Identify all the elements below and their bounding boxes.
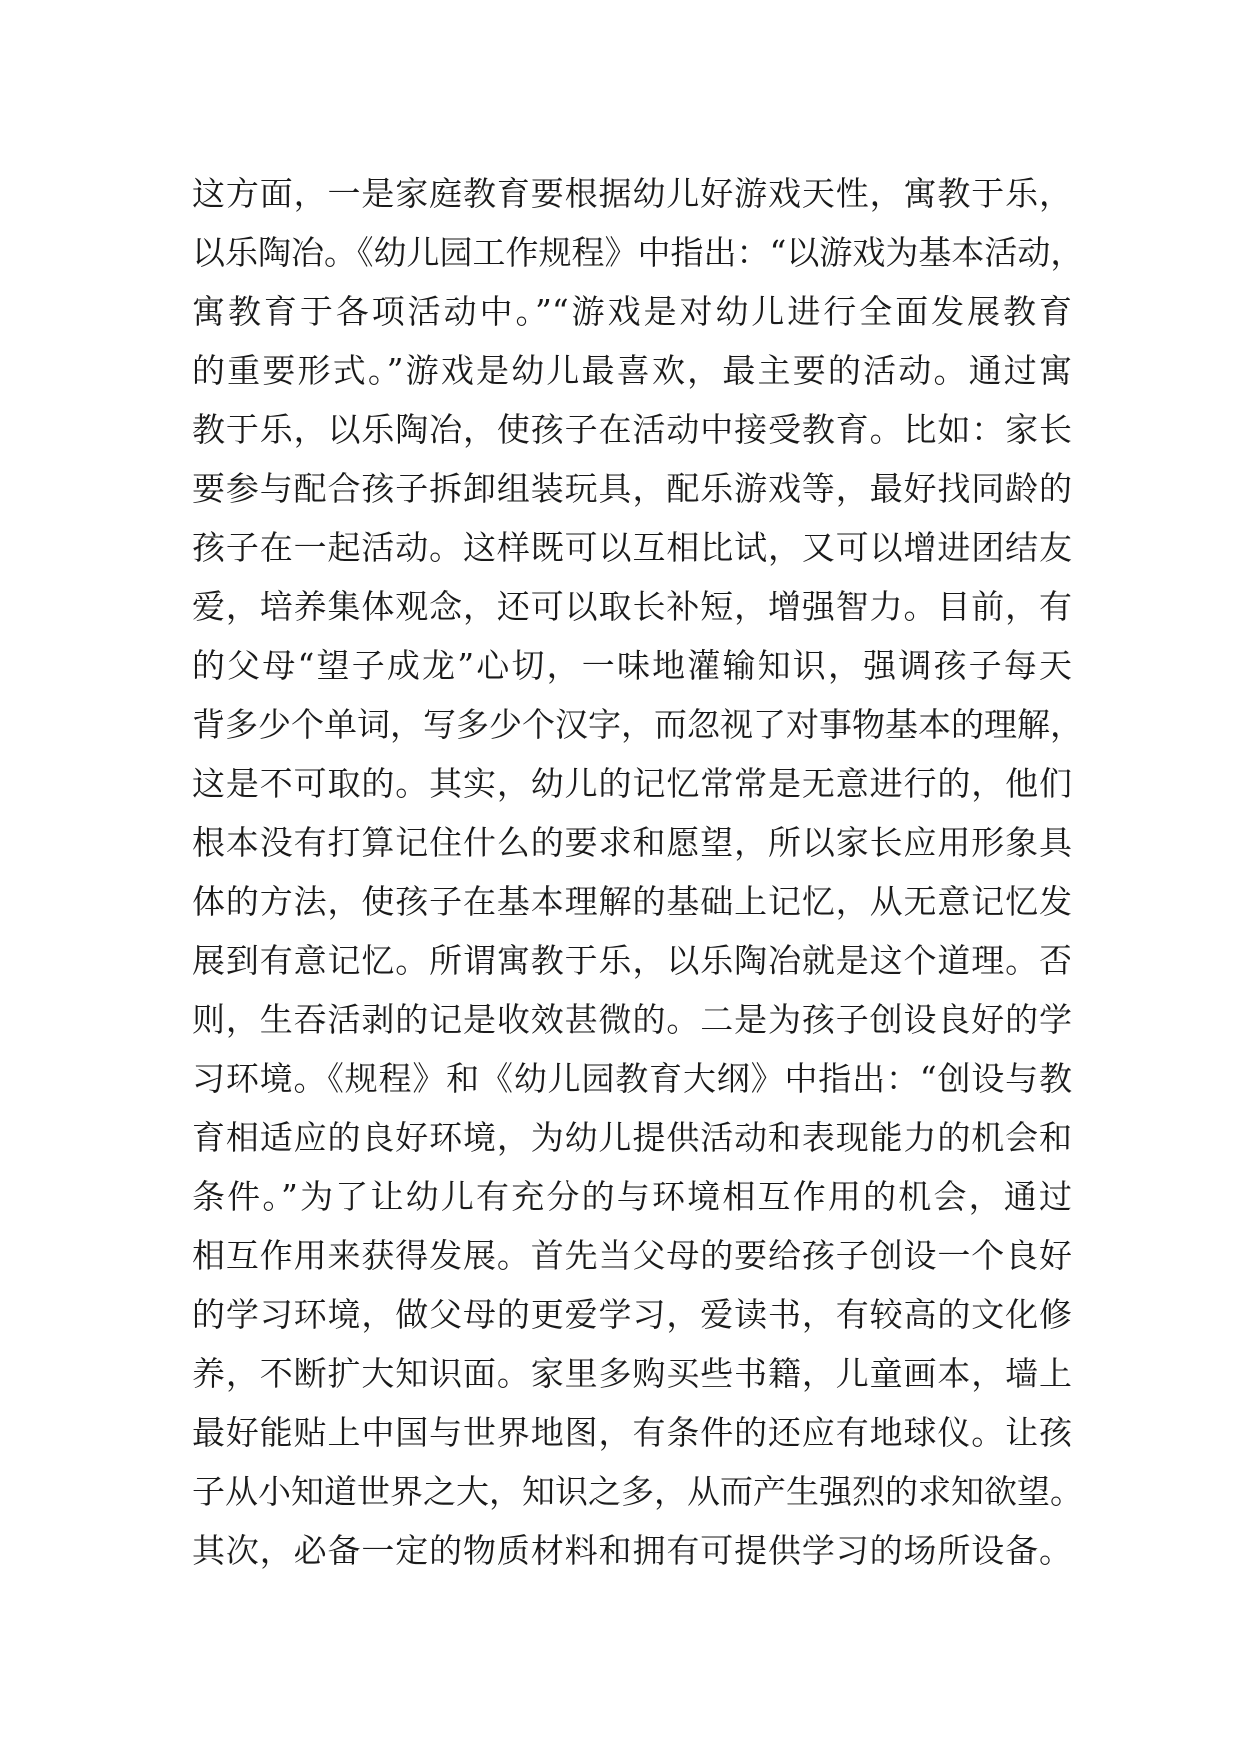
text-line: 展到有意记忆。所谓寓教于乐，以乐陶冶就是这个道理。否	[192, 941, 1072, 980]
text-line: 相互作用来获得发展。首先当父母的要给孩子创设一个良好	[192, 1236, 1072, 1275]
text-line: 条件。”为了让幼儿有充分的与环境相互作用的机会，通过	[192, 1177, 1072, 1216]
text-line: 则，生吞活剥的记是收效甚微的。二是为孩子创设良好的学	[192, 1000, 1072, 1039]
text-line: 背多少个单词，写多少个汉字，而忽视了对事物基本的理解，	[192, 705, 1083, 744]
text-line: 爱，培养集体观念，还可以取长补短，增强智力。目前，有	[192, 587, 1072, 626]
text-line: 这是不可取的。其实，幼儿的记忆常常是无意进行的，他们	[192, 764, 1072, 803]
text-line: 的学习环境，做父母的更爱学习，爱读书，有较高的文化修	[192, 1295, 1072, 1334]
text-line: 这方面，一是家庭教育要根据幼儿好游戏天性，寓教于乐，	[192, 174, 1072, 213]
text-line: 寓教育于各项活动中。”“游戏是对幼儿进行全面发展教育	[192, 292, 1072, 331]
text-line: 最好能贴上中国与世界地图，有条件的还应有地球仪。让孩	[192, 1413, 1072, 1452]
text-line: 其次，必备一定的物质材料和拥有可提供学习的场所设备。	[192, 1531, 1072, 1570]
text-line: 的父母“望子成龙”心切，一味地灌输知识，强调孩子每天	[192, 646, 1072, 685]
text-line: 教于乐，以乐陶冶，使孩子在活动中接受教育。比如：家长	[192, 410, 1072, 449]
text-line: 习环境。《规程》和《幼儿园教育大纲》中指出：“创设与教	[192, 1059, 1072, 1098]
text-line: 孩子在一起活动。这样既可以互相比试，又可以增进团结友	[192, 528, 1072, 567]
text-line: 子从小知道世界之大，知识之多，从而产生强烈的求知欲望。	[192, 1472, 1083, 1511]
text-line: 的重要形式。”游戏是幼儿最喜欢，最主要的活动。通过寓	[192, 351, 1072, 390]
text-line: 根本没有打算记住什么的要求和愿望，所以家长应用形象具	[192, 823, 1072, 862]
text-line: 要参与配合孩子拆卸组装玩具，配乐游戏等，最好找同龄的	[192, 469, 1072, 508]
text-line: 体的方法，使孩子在基本理解的基础上记忆，从无意记忆发	[192, 882, 1072, 921]
body-text	[192, 164, 1084, 1580]
text-line: 以乐陶冶。《幼儿园工作规程》中指出：“以游戏为基本活动，	[192, 233, 1084, 272]
text-line: 养，不断扩大知识面。家里多购买些书籍，儿童画本，墙上	[192, 1354, 1072, 1393]
text-line: 育相适应的良好环境，为幼儿提供活动和表现能力的机会和	[192, 1118, 1072, 1157]
